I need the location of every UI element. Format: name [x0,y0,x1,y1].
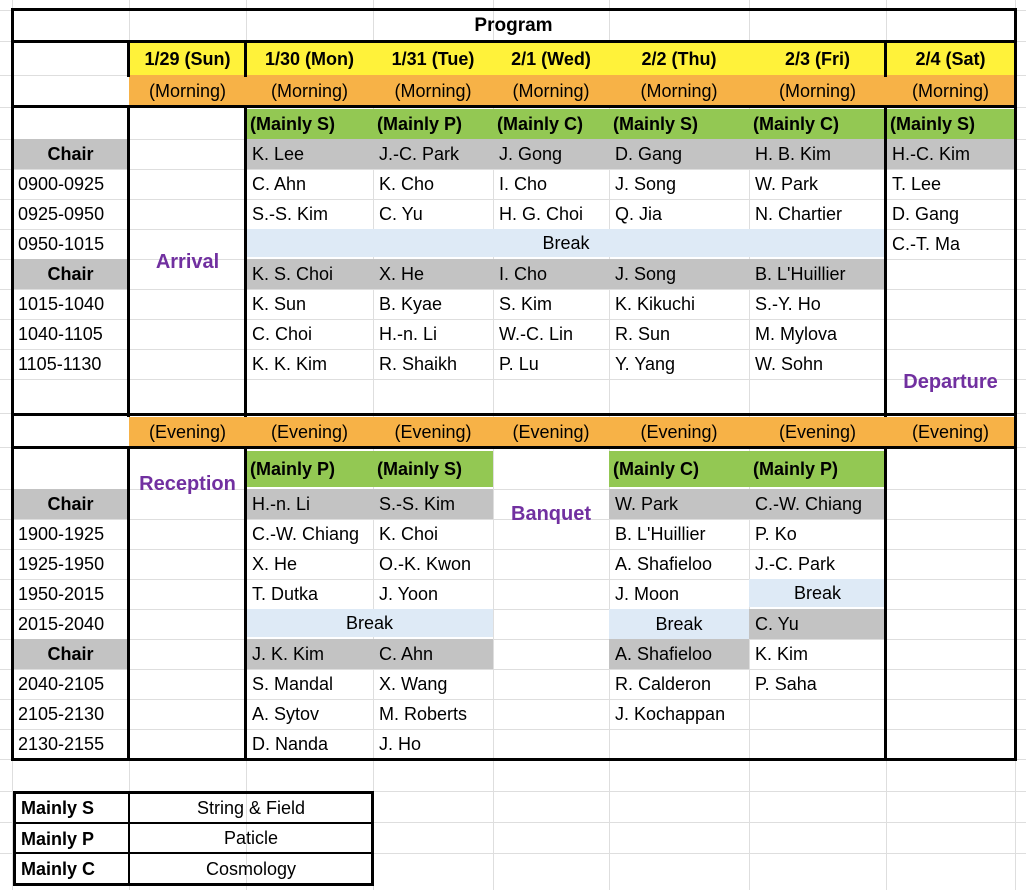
reception-label: Reception [139,472,236,495]
chair-mon-evening-2: J. K. Kim [246,639,373,669]
evening-label-mon: (Evening) [246,417,373,447]
chair-wed-morning-2: I. Cho [493,259,609,289]
speaker: C.-W. Chiang [252,523,360,544]
speaker: K. Choi [379,523,439,544]
evening-label-sat: (Evening) [886,417,1015,447]
speaker: X. He [252,553,298,574]
chair-label: Chair [12,489,129,519]
speaker: I. Cho [499,173,548,194]
time-slot: 1925-1950 [18,553,105,574]
speaker: C. Choi [252,323,313,344]
speaker: P. Ko [755,523,797,544]
chair-label: Chair [12,259,129,289]
speaker: Y. Yang [615,353,676,374]
evening-label-wed: (Evening) [493,417,609,447]
speaker: T. Lee [892,173,942,194]
time-slot: 0925-0950 [18,203,105,224]
chair-thu-evening-2: A. Shafieloo [609,639,749,669]
date-tue: 1/31 (Tue) [373,43,493,75]
evening-label-fri: (Evening) [749,417,886,447]
time-slot: 2040-2105 [18,673,105,694]
chair-label: Chair [12,639,129,669]
chair-thu-morning-2: J. Song [609,259,749,289]
time-slot: 1900-1925 [18,523,105,544]
speaker: J. Moon [615,583,680,604]
speaker: K. Cho [379,173,435,194]
speaker: B. L'Huillier [615,523,706,544]
date-sun: 1/29 (Sun) [129,43,246,75]
chair-fri-evening-2: C. Yu [749,609,886,639]
morning-label-wed: (Morning) [493,75,609,107]
topic-wed-morning: (Mainly C) [493,109,609,139]
time-slot: 0950-1015 [18,233,105,254]
chair-wed-morning-1: J. Gong [493,139,609,169]
speaker: C. Ahn [252,173,307,194]
date-mon: 1/30 (Mon) [246,43,373,75]
speaker: W. Sohn [755,353,824,374]
speaker: R. Sun [615,323,671,344]
time-slot: 1950-2015 [18,583,105,604]
break-fri-evening: Break [749,579,886,607]
morning-label-mon: (Morning) [246,75,373,107]
departure-label: Departure [903,370,998,393]
break-morning: Break [246,229,886,257]
morning-label-sat: (Morning) [886,75,1015,107]
speaker: C. Yu [379,203,423,224]
speaker: S.-S. Kim [252,203,329,224]
chair-tue-morning-1: J.-C. Park [373,139,493,169]
date-thu: 2/2 (Thu) [609,43,749,75]
legend-value-p: Paticle [223,827,279,848]
speaker: S. Mandal [252,673,334,694]
speaker: N. Chartier [755,203,843,224]
chair-fri-morning-1: H. B. Kim [749,139,886,169]
speaker: K. K. Kim [252,353,328,374]
speaker: W. Park [755,173,819,194]
speaker: H. G. Choi [499,203,584,224]
speaker: S. Kim [499,293,553,314]
speaker: P. Lu [499,353,539,374]
speaker: R. Shaikh [379,353,458,374]
chair-mon-morning-2: K. S. Choi [246,259,373,289]
speaker: H.-n. Li [379,323,438,344]
date-fri: 2/3 (Fri) [749,43,886,75]
speaker: S.-Y. Ho [755,293,821,314]
evening-label-tue: (Evening) [373,417,493,447]
chair-label: Chair [12,139,129,169]
time-slot: 1040-1105 [18,323,103,344]
evening-label-thu: (Evening) [609,417,749,447]
morning-label-thu: (Morning) [609,75,749,107]
program-title: Program [474,14,553,36]
topic-mon-morning: (Mainly S) [246,109,373,139]
topic-fri-morning: (Mainly C) [749,109,886,139]
evening-label-sun: (Evening) [129,417,246,447]
time-slot: 1015-1040 [18,293,105,314]
speaker: K. Kikuchi [615,293,696,314]
chair-fri-evening-1: C.-W. Chiang [749,489,886,519]
speaker: K. Sun [252,293,307,314]
topic-tue-morning: (Mainly P) [373,109,493,139]
speaker: C.-T. Ma [892,233,961,254]
time-slot: 1105-1130 [18,353,102,374]
speaker: J. Song [615,173,677,194]
legend-value-s: String & Field [196,797,306,818]
morning-label-sun: (Morning) [129,75,246,107]
morning-label-fri: (Morning) [749,75,886,107]
speaker: M. Roberts [379,703,468,724]
legend-key-p: Mainly P [21,828,95,849]
topic-mon-evening: (Mainly P) [246,451,373,487]
speaker: J. Yoon [379,583,439,604]
speaker: P. Saha [755,673,817,694]
speaker: R. Calderon [615,673,712,694]
break-thu-evening: Break [609,609,749,639]
speaker: A. Sytov [252,703,320,724]
arrival-label: Arrival [155,250,220,273]
topic-thu-evening: (Mainly C) [609,451,749,487]
chair-thu-morning-1: D. Gang [609,139,749,169]
legend-value-c: Cosmology [205,858,297,879]
speaker: B. Kyae [379,293,443,314]
chair-thu-evening-1: W. Park [609,489,749,519]
speaker: D. Gang [892,203,960,224]
break-evening: Break [246,609,493,637]
time-slot: 0900-0925 [18,173,105,194]
time-slot: 2015-2040 [18,613,105,634]
chair-tue-evening-2: C. Ahn [373,639,493,669]
time-slot: 2105-2130 [18,703,105,724]
topic-thu-morning: (Mainly S) [609,109,749,139]
speaker: O.-K. Kwon [379,553,472,574]
time-slot: 2130-2155 [18,733,105,754]
chair-fri-morning-2: B. L'Huillier [749,259,886,289]
speaker: Q. Jia [615,203,663,224]
legend-key-c: Mainly C [21,858,96,879]
speaker: A. Shafieloo [615,553,713,574]
date-wed: 2/1 (Wed) [493,43,609,75]
speaker: J.-C. Park [755,553,836,574]
speaker: K. Kim [755,643,809,664]
chair-tue-morning-2: X. He [373,259,493,289]
legend-key-s: Mainly S [21,797,95,818]
speaker: M. Mylova [755,323,838,344]
chair-mon-evening-1: H.-n. Li [246,489,373,519]
topic-tue-evening: (Mainly S) [373,451,493,487]
banquet-label: Banquet [511,502,591,525]
speaker: J. Kochappan [615,703,726,724]
speaker: T. Dutka [252,583,319,604]
chair-sat-morning-1: H.-C. Kim [886,139,1015,169]
speaker: J. Ho [379,733,422,754]
speaker: W.-C. Lin [499,323,574,344]
speaker: X. Wang [379,673,448,694]
morning-label-tue: (Morning) [373,75,493,107]
chair-mon-morning-1: K. Lee [246,139,373,169]
topic-fri-evening: (Mainly P) [749,451,886,487]
topic-sat-morning: (Mainly S) [886,109,1015,139]
date-sat: 2/4 (Sat) [886,43,1015,75]
chair-tue-evening-1: S.-S. Kim [373,489,493,519]
speaker: D. Nanda [252,733,329,754]
